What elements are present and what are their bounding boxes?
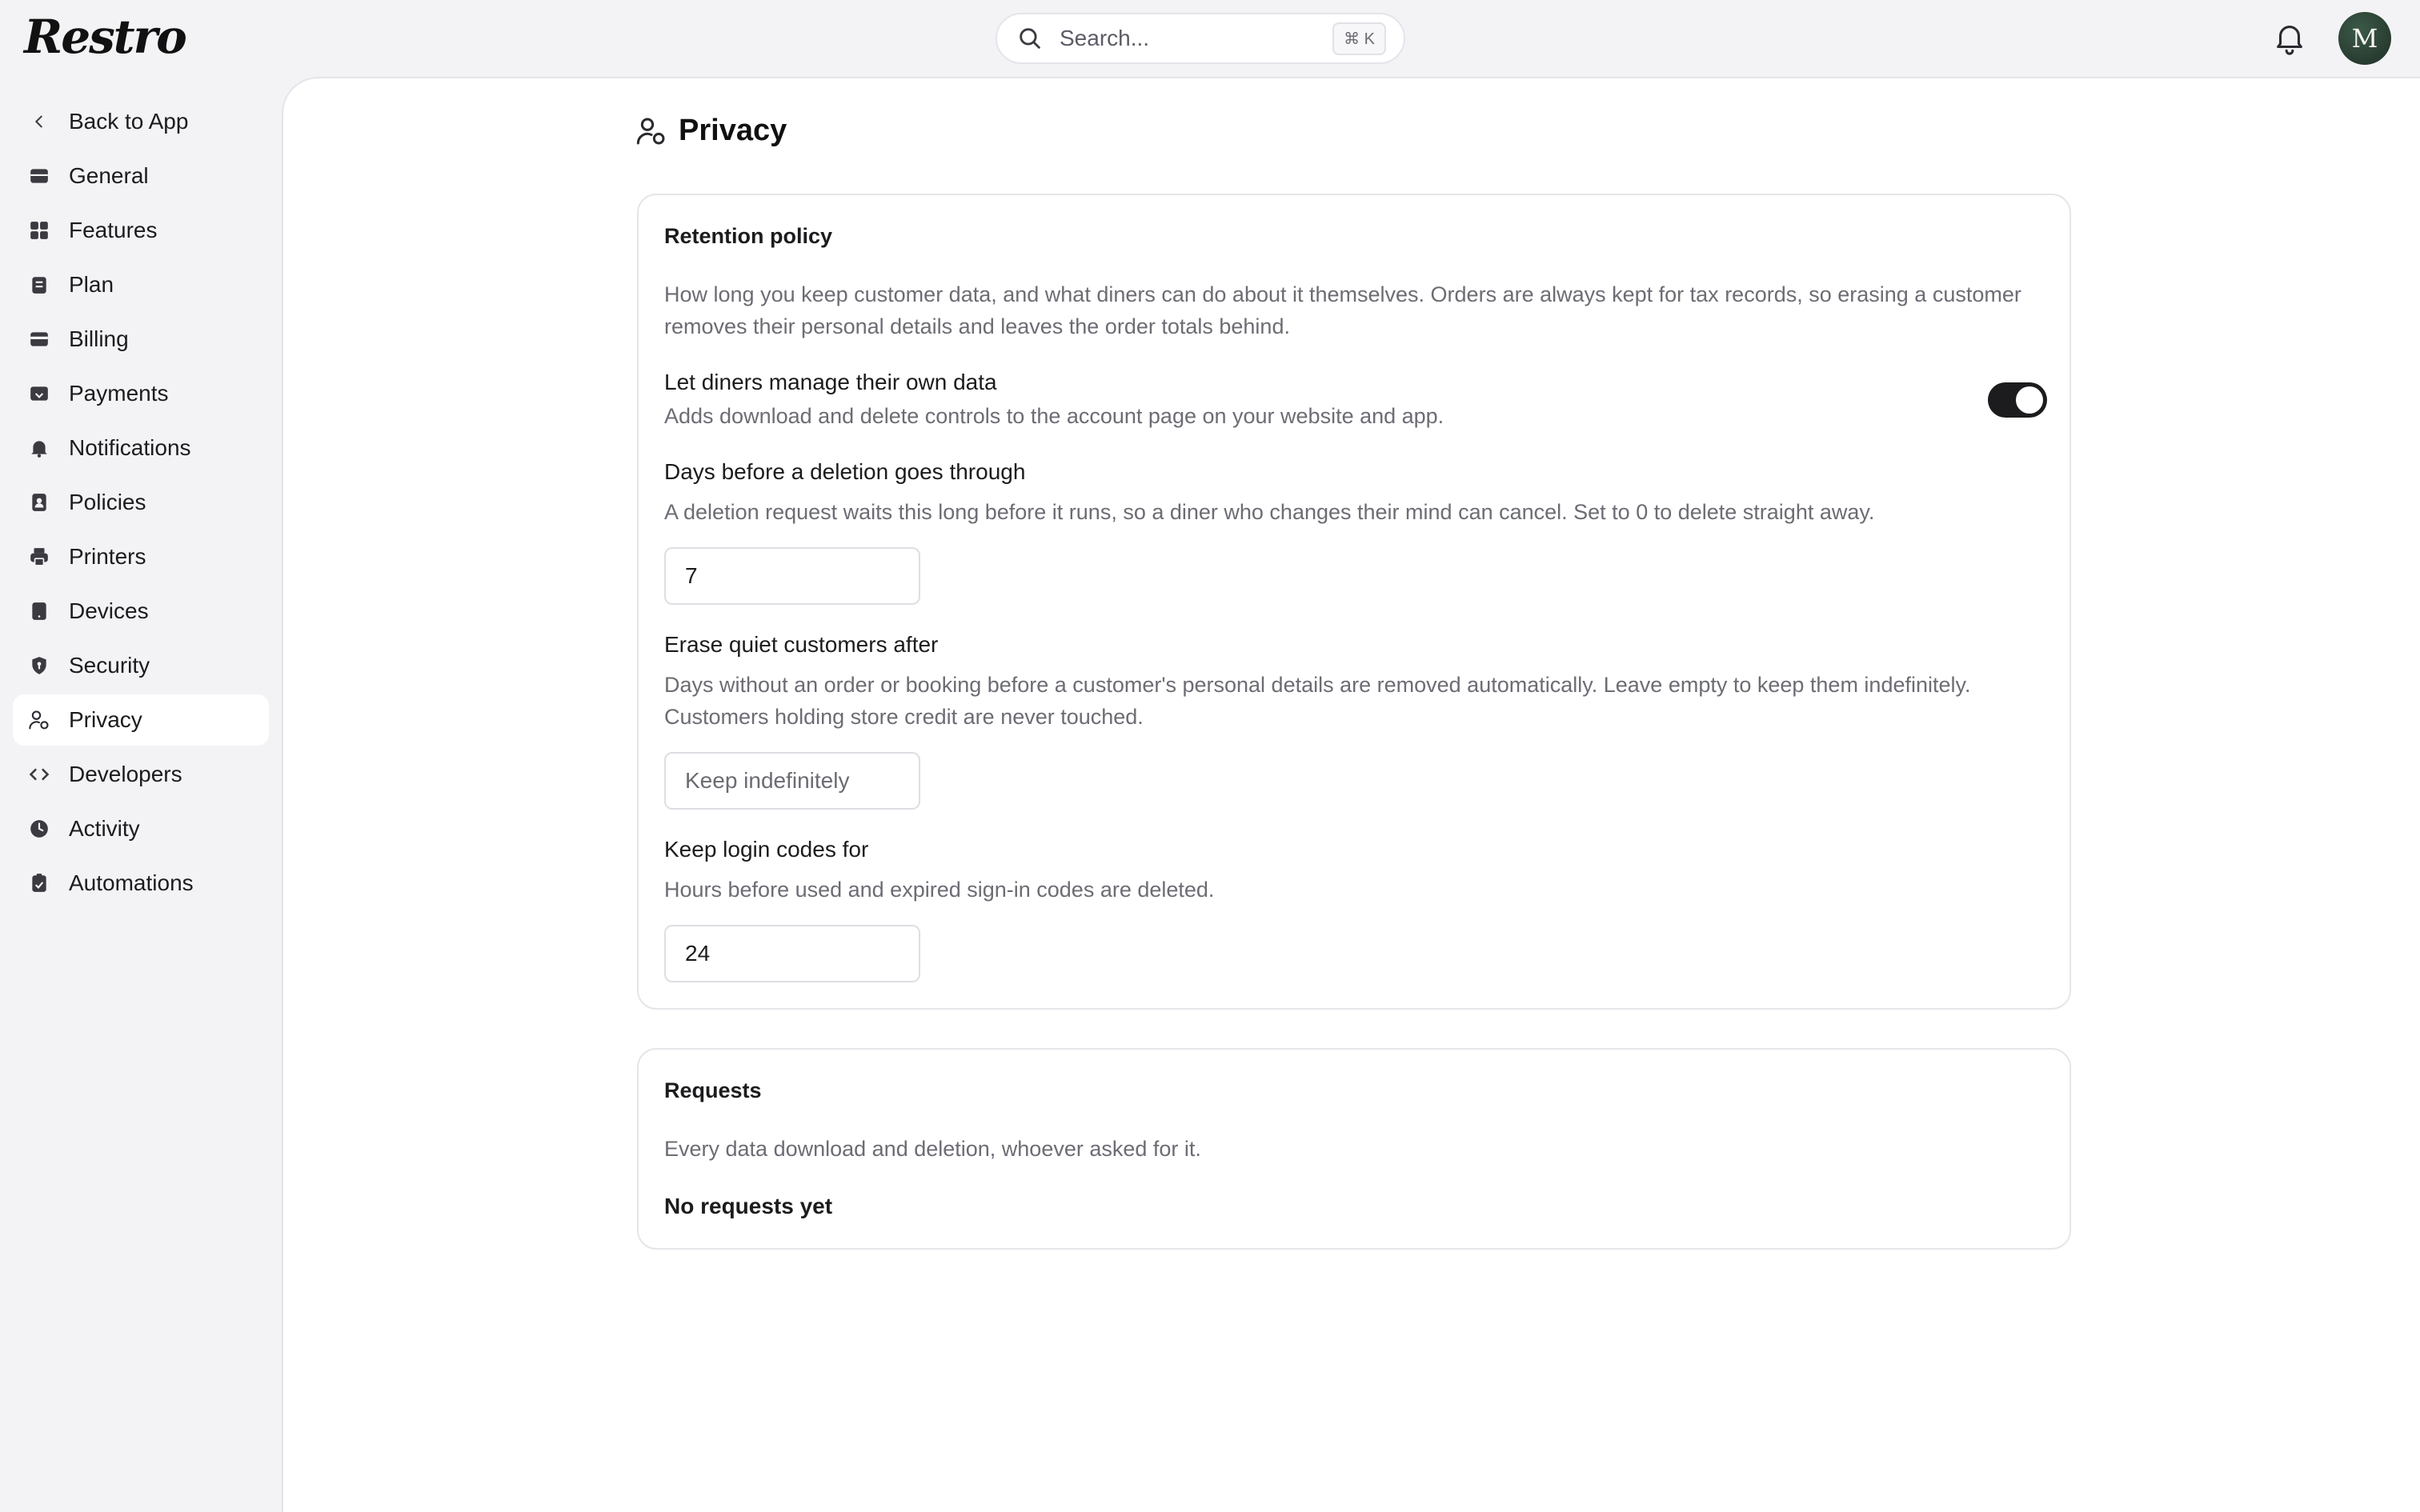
erase-quiet-description: Days without an order or booking before a customer's personal details are removed automatically. Leave empty to keep them indefinitely. Customers holding store credit are never touched.: [664, 673, 1971, 729]
app-logo[interactable]: Restro: [24, 10, 186, 64]
sidebar-item-label: Notifications: [69, 435, 191, 460]
shield-icon: [27, 654, 51, 678]
sidebar-item-label: Features: [69, 218, 158, 242]
search-box[interactable]: [996, 13, 1405, 64]
requests-card: [637, 1048, 2071, 1250]
user-lock-icon: [635, 115, 667, 147]
store-icon: [27, 164, 51, 188]
self-manage-toggle[interactable]: [1988, 382, 2047, 418]
automation-icon: [27, 871, 51, 895]
sidebar-item-devices[interactable]: [13, 586, 269, 637]
user-lock-icon: [27, 708, 51, 732]
wallet-icon: [27, 382, 51, 406]
search-shortcut-badge: ⌘ K: [1332, 22, 1386, 55]
self-manage-description: Adds download and delete controls to the account page on your website and app.: [664, 404, 1444, 428]
self-manage-label: Let diners manage their own data: [664, 370, 997, 394]
erase-quiet-input[interactable]: [664, 752, 920, 810]
sidebar-item-features[interactable]: [13, 205, 269, 256]
erase-quiet-label: Erase quiet customers after: [664, 632, 939, 657]
toggle-knob: [2016, 386, 2043, 414]
chevron-left-icon: [27, 110, 51, 134]
sidebar-item-security[interactable]: [13, 640, 269, 691]
sidebar-item-label: Security: [69, 653, 150, 678]
sidebar-item-label: Printers: [69, 544, 146, 569]
sidebar-item-developers[interactable]: [13, 749, 269, 800]
main-content: [282, 77, 2420, 1512]
avatar[interactable]: M: [2338, 12, 2391, 65]
requests-empty-state: No requests yet: [664, 1194, 833, 1218]
sidebar-item-general[interactable]: [13, 150, 269, 202]
deletion-delay-input[interactable]: [664, 547, 920, 605]
grid-icon: [27, 218, 51, 242]
page-title: Privacy: [679, 114, 787, 147]
sidebar-item-label: Devices: [69, 598, 149, 623]
clipboard-icon: [27, 273, 51, 297]
login-codes-label: Keep login codes for: [664, 837, 869, 862]
sidebar-item-automations[interactable]: [13, 858, 269, 909]
clock-icon: [27, 817, 51, 841]
login-codes-description: Hours before used and expired sign-in codes are deleted.: [664, 878, 1215, 902]
sidebar-item-printers[interactable]: [13, 531, 269, 582]
sidebar-item-label: Billing: [69, 326, 129, 351]
sidebar-item-label: Privacy: [69, 707, 142, 732]
bell-icon: [27, 436, 51, 460]
search-placeholder[interactable]: Search...: [1060, 26, 1150, 50]
document-user-icon: [27, 490, 51, 514]
printer-icon: [27, 545, 51, 569]
deletion-delay-description: A deletion request waits this long before it runs, so a diner who changes their mind can cancel. Set to 0 to delete straight away.: [664, 500, 1875, 524]
card-icon: [27, 327, 51, 351]
page-header: [635, 114, 787, 148]
requests-title: Requests: [664, 1078, 762, 1102]
retention-policy-card: [637, 194, 2071, 1010]
sidebar-item-label: Automations: [69, 870, 194, 895]
sidebar-item-plan[interactable]: [13, 259, 269, 310]
sidebar-item-activity[interactable]: [13, 803, 269, 854]
back-to-app-label: Back to App: [69, 109, 189, 134]
top-bar: [0, 0, 2420, 77]
sidebar-item-notifications[interactable]: [13, 422, 269, 474]
sidebar-item-payments[interactable]: [13, 368, 269, 419]
tablet-icon: [27, 599, 51, 623]
back-to-app-link[interactable]: [13, 96, 269, 147]
sidebar-item-label: General: [69, 163, 149, 188]
sidebar-item-label: Activity: [69, 816, 140, 841]
search-icon: [1016, 25, 1044, 52]
login-codes-input[interactable]: [664, 925, 920, 982]
deletion-delay-label: Days before a deletion goes through: [664, 459, 1026, 484]
requests-description: Every data download and deletion, whoever asked for it.: [664, 1137, 1201, 1161]
retention-policy-title: Retention policy: [664, 224, 833, 248]
sidebar-item-label: Policies: [69, 490, 146, 514]
sidebar-item-privacy[interactable]: [13, 694, 269, 746]
sidebar-item-label: Developers: [69, 762, 182, 786]
bell-icon[interactable]: [2271, 19, 2308, 56]
sidebar-item-billing[interactable]: [13, 314, 269, 365]
retention-policy-description: How long you keep customer data, and what diners can do about it themselves. Orders are always kept for tax records, so erasing a customer removes their personal details and leaves the order totals behind.: [664, 282, 2021, 338]
sidebar-item-policies[interactable]: [13, 477, 269, 528]
sidebar-item-label: Payments: [69, 381, 169, 406]
sidebar-item-label: Plan: [69, 272, 114, 297]
code-icon: [27, 762, 51, 786]
